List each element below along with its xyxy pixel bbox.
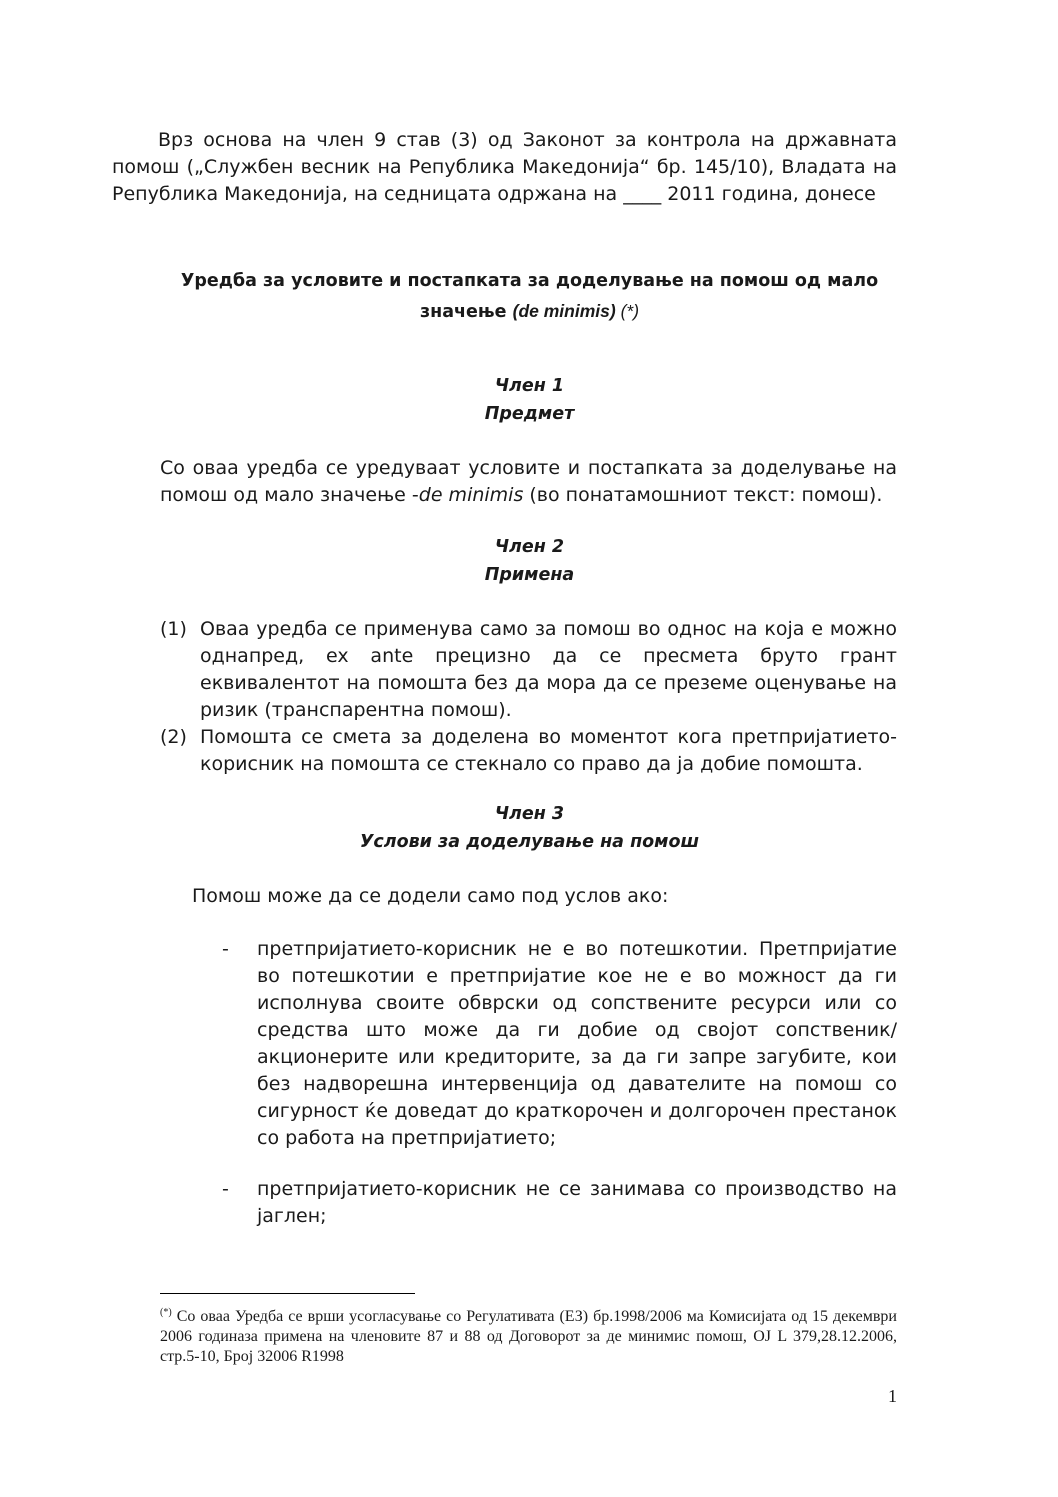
article-heading: Предмет — [484, 404, 575, 424]
article-heading: Услови за доделување на помош — [359, 832, 700, 852]
item-text: претпријатието-корисник не се занимава со производство на јаглен; — [257, 1178, 897, 1227]
de-minimis-italic: de minimis — [418, 484, 524, 506]
footnote-mark: (*) — [160, 1307, 172, 1318]
article-3-header — [112, 800, 947, 856]
preamble: Врз основа на член 9 став (3) од Законот за контрола на државната помош („Службен весник на Република Македонија“ бр. 145/10), Владата на Република Македонија, на седницата одржана на ____ 2011 година, донесе — [112, 129, 897, 205]
item-text: претпријатието-корисник не е во потешкотии. Претпријатие во потешкотии е претпријатие кое не е во можност да ги исполнува своите обврски од сопствените ресурси или со средства што може да ги добие од својот сопственик/акционерите или кредиторите, за да ги запре загубите, кои без надворешна интервенција од давателите на помош со сигурност ќе доведат до краткорочен и долгорочен престанок со работа на претпријатието; — [257, 938, 897, 1149]
list-item — [160, 724, 897, 778]
footnote-divider — [160, 1293, 415, 1294]
page-number: 1 — [888, 1386, 897, 1406]
de-minimis-term: (de minimis) — [512, 301, 616, 321]
list-item — [222, 936, 897, 1152]
footnote-text: Со оваа Уредба се врши усогласување со Регулативата (ЕЗ) бр.1998/2006 ма Комисијата од 15 декември 2006 годиназа примена на членовите 87 и 88 од Договорот за де минимис помош, OJ L 379,28.12.2006, стр.5-10, Број 32006 R1998 — [160, 1308, 897, 1365]
article-number: Член 2 — [494, 537, 565, 557]
bullet-2 — [222, 1176, 897, 1230]
article-1-text: Со оваа уредба се уредуваат условите и постапката за доделување на помош од мало значење -de minimis (во понатамошниот текст: помош). — [160, 457, 897, 506]
article-number: Член 3 — [494, 804, 565, 824]
item-number: (2) — [160, 726, 187, 748]
dash: - — [222, 1178, 229, 1200]
item-number: (1) — [160, 618, 187, 640]
date-blank: ____ — [623, 183, 662, 205]
footnote — [160, 1303, 897, 1367]
article-heading: Примена — [484, 565, 575, 585]
decree-title — [112, 266, 947, 327]
dash: - — [222, 938, 229, 960]
list-item — [160, 616, 897, 724]
article-number: Член 1 — [494, 376, 565, 396]
decree-title-line1: Уредба за условите и постапката за доделување на помош од мало — [180, 271, 879, 291]
footnote-ref: (*) — [615, 301, 640, 321]
article-1-header — [112, 372, 947, 428]
list-item — [222, 1176, 897, 1230]
item-text: Помошта се смета за доделена во моментот кога претпријатието-корисник на помошта се стекнало со право да ја добие помошта. — [200, 726, 897, 775]
article-2-list — [160, 616, 897, 778]
conditions-intro: Помош може да се додели само под услов ако: — [192, 885, 669, 907]
decree-title-line2: значење (de minimis) (*) — [419, 301, 640, 322]
bullet-1 — [222, 936, 897, 1152]
article-2-header — [112, 533, 947, 589]
item-text: Оваа уредба се применува само за помош во однос на која е можно однапред, ex ante прецизно да се пресмета бруто грант еквивалентот на помошта без да мора да се преземе оценување на ризик (транспарентна помош). — [200, 618, 897, 721]
